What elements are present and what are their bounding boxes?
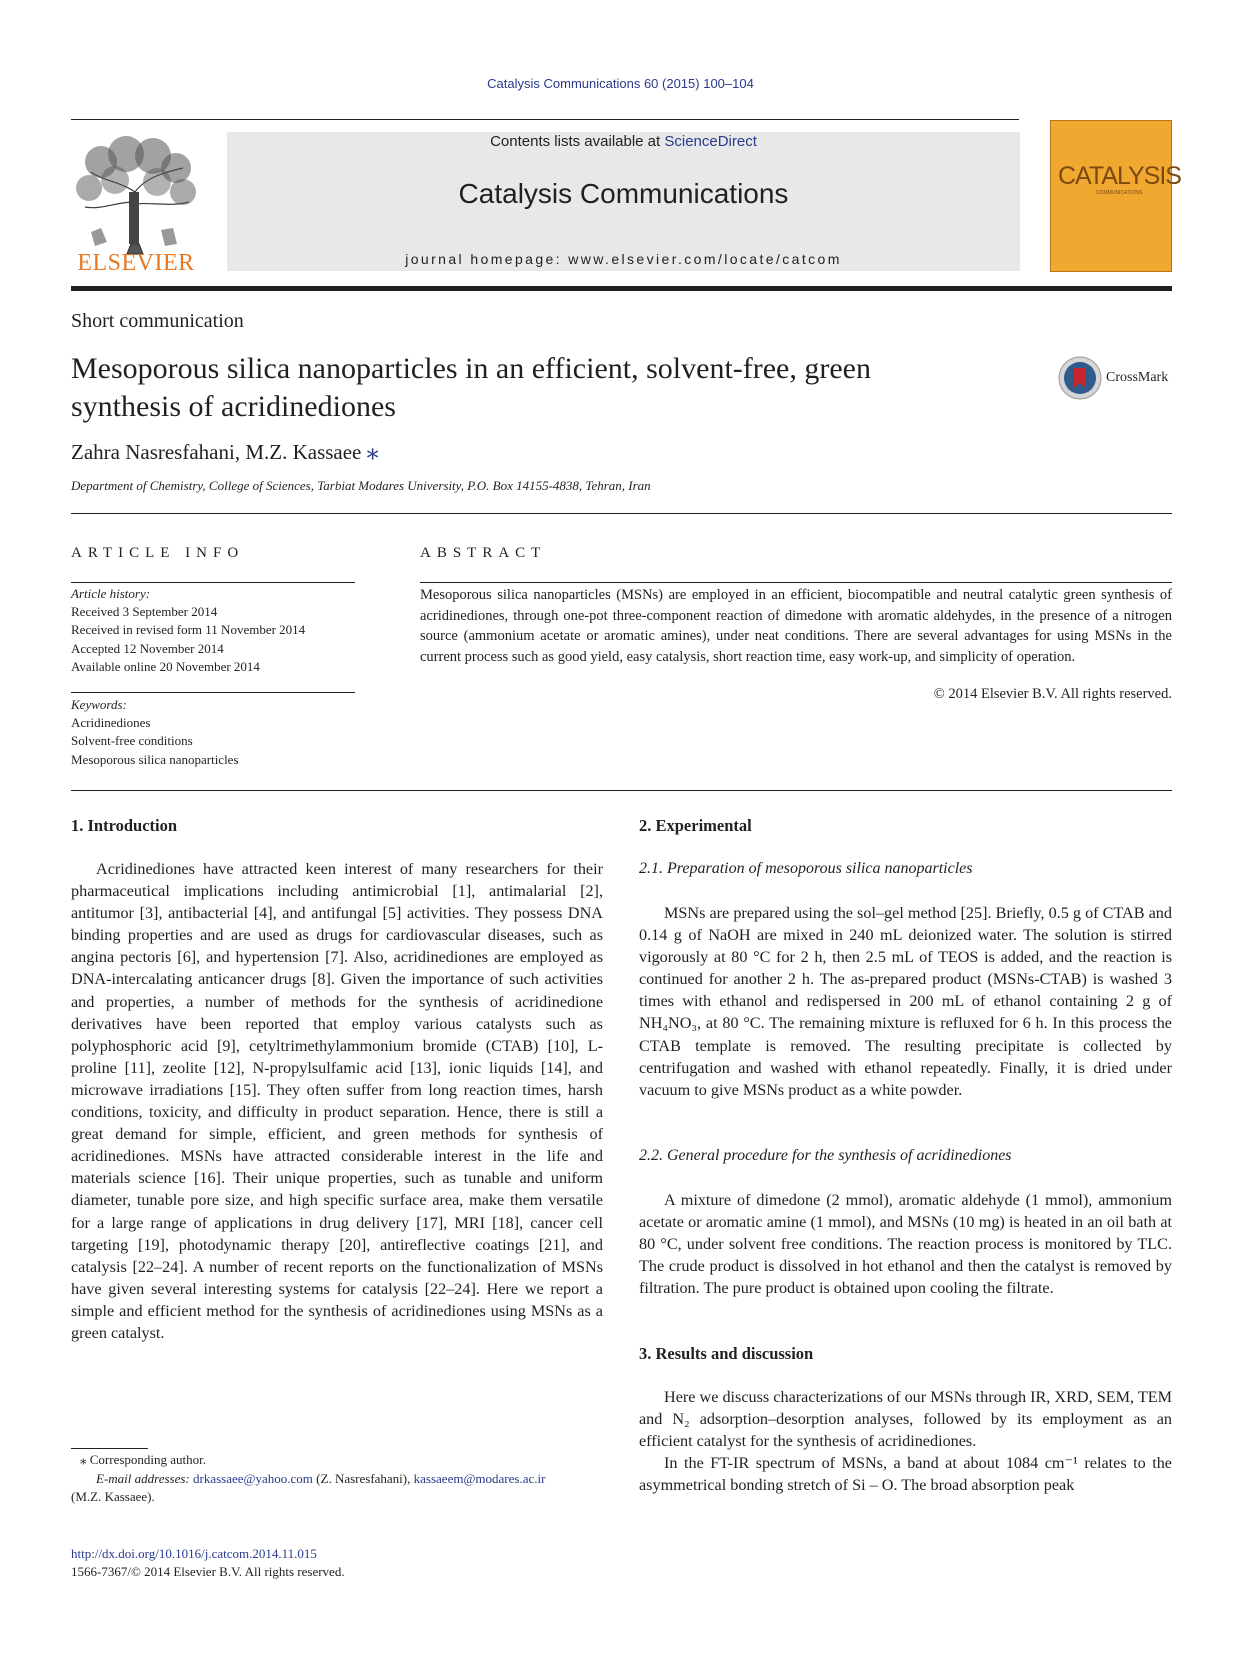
article-title [71, 350, 971, 426]
title-line-2: synthesis of acridinediones [71, 390, 396, 423]
experimental-heading: 2. Experimental [639, 816, 752, 835]
email-owner-1: (Z. Nasresfahani), [316, 1470, 411, 1486]
keywords-rule [71, 692, 355, 693]
abstract-copyright: © 2014 Elsevier B.V. All rights reserved. [933, 686, 1172, 702]
journal-name: Catalysis Communications [458, 178, 789, 209]
email-link-2[interactable]: kassaeem@modares.ac.ir [413, 1470, 546, 1486]
email-line [71, 1470, 611, 1489]
sciencedirect-link[interactable]: ScienceDirect [664, 133, 757, 150]
corresponding-note: ⁎ Corresponding author. [80, 1452, 207, 1467]
affiliation: Department of Chemistry, College of Sciences, Tarbiat Modares University, P.O. Box 14155-4838, Tehran, Iran [71, 478, 651, 493]
results-text-1: Here we discuss characterizations of our MSNs through IR, XRD, SEM, TEM and N₂ adsorption–desorption analyses, followed by its employment as an efficient catalyst for the synthesis of acridinediones. [639, 1388, 1172, 1451]
history-item: Received in revised form 11 November 2014 [71, 622, 306, 638]
body-rule [71, 790, 1172, 791]
email-link-1[interactable]: drkassaee@yahoo.com [193, 1470, 313, 1486]
footer-info [71, 1545, 345, 1580]
journal-cover-image [1050, 120, 1181, 272]
abstract-heading: ABSTRACT [420, 545, 547, 561]
cover-subtitle: COMMUNICATIONS [1096, 190, 1143, 196]
author-names: Zahra Nasresfahani, M.Z. Kassaee [71, 440, 362, 464]
footnote [71, 1451, 611, 1507]
keyword-item: Acridinediones [71, 715, 151, 731]
footnote-rule [71, 1448, 148, 1449]
header-rule [71, 119, 1019, 120]
abstract-text: Mesoporous silica nanoparticles (MSNs) are employed in an efficient, biocompatible and neutral catalytic green synthesis of acridinediones, through one-pot three-component reaction of dimedone with aromatic aldehydes, in the presence of a nitrogen source (ammonium acetate or aromatic amines), under neat conditions. There are several advantages for using MSNs in the current process such as good yield, easy catalysis, short reaction time, easy work-up, and simplicity of operation. [420, 587, 1172, 665]
abstract-rule [420, 582, 1172, 583]
intro-text: Acridinediones have attracted keen interest of many researchers for their pharmaceutical implications including antimicrobial [1], antimalarial [2], antitumor [3], antibacterial [4], and antifungal [5] activities. They possess DNA binding properties and are used as drugs for cardiovascular diseases, such as angina pectoris [6], and hypertension [7]. Also, acridinediones are employed as DNA-intercalating anticancer drugs [8]. Given the importance of such activities and properties, a number of methods for the synthesis of acridinedione derivatives have been reported that employ various catalysts such as polyphosphoric acid [9], cetyltrimethylammonium bromide (CTAB) [10], L-proline [11], zeolite [12], N-propylsulfamic acid [13], ionic liquids [14], and microwave irradiations [15]. They often suffer from long reaction times, harsh conditions, toxicity, and difficulty in product separation. Hence, there is still a great demand for simple, efficient, and green methods for synthesis of acridinediones. MSNs have attracted considerable interest in the life and materials science [16]. Their unique properties, such as tunable and uniform diameter, tunable pore size, and high specific surface area, make them versatile for a large range of applications in drug delivery [17], MRI [18], cancer cell targeting [19], photodynamic therapy [20], antireflective coatings [21], and catalysis [22–24]. A number of recent reports on the functionalization of MSNs have given several interesting systems for catalysis [22–24]. Here we report a simple and efficient method for the synthesis of acridinediones using MSNs as a green catalyst. [71, 860, 603, 1342]
keywords [71, 696, 355, 769]
keyword-item: Mesoporous silica nanoparticles [71, 751, 239, 767]
issn-line: 1566-7367/© 2014 Elsevier B.V. All rights reserved. [71, 1563, 345, 1579]
history-item: Available online 20 November 2014 [71, 658, 260, 674]
crossmark-icon[interactable] [1058, 356, 1102, 400]
cover-title: CATALYSIS [1058, 162, 1181, 190]
subsection-2-2-text: A mixture of dimedone (2 mmol), aromatic aldehyde (1 mmol), ammonium acetate or aromatic amine (1 mmol), and MSNs (10 mg) is heated in an oil bath at 80 °C, under solvent free conditions. The reaction process is monitored by TLC. The crude product is dissolved in hot ethanol and then the catalyst is removed by filtration. The pure product is obtained upon cooling the filtrate. [639, 1191, 1172, 1298]
authors [71, 437, 379, 466]
results-heading: 3. Results and discussion [639, 1344, 814, 1363]
article-info-heading: ARTICLE INFO [71, 545, 245, 561]
article-history [71, 585, 355, 676]
corresponding-author-mark[interactable]: ⁎ [366, 439, 379, 465]
email-owner-2: (M.Z. Kassaee). [71, 1489, 155, 1504]
elsevier-wordmark: ELSEVIER [77, 250, 195, 276]
history-item: Received 3 September 2014 [71, 604, 218, 620]
subsection-2-1-text: MSNs are prepared using the sol–gel method [25]. Briefly, 0.5 g of CTAB and 0.14 g of NaOH are mixed in 240 mL deionized water. The solution is stirred vigorously at 80 °C for 2 h, then 2.5 mL of TEOS is added, and the reaction is continued for another 2 h. The as-prepared product (MSNs-CTAB) is washed 3 times with ethanol and redispersed in 200 mL of ethanol containing 2 g of NH₄NO₃, at 80 °C. The remaining mixture is refluxed for 6 h. In this process the CTAB template is removed. The resulting precipitate is collected by centrifugation and washed with ethanol repeatedly. Finally, it is dried under vacuum to give MSNs product as a white powder. [639, 904, 1172, 1099]
crossmark-label[interactable]: CrossMark [1106, 370, 1169, 385]
history-label: Article history: [71, 586, 151, 601]
title-line-1: Mesoporous silica nanoparticles in an efficient, solvent-free, green [71, 352, 871, 385]
journal-homepage[interactable]: journal homepage: www.elsevier.com/locate/catcom [405, 251, 842, 267]
header-thick-rule [71, 286, 1172, 291]
history-item: Accepted 12 November 2014 [71, 640, 224, 656]
journal-citation[interactable]: Catalysis Communications 60 (2015) 100–104 [487, 76, 754, 91]
article-type: Short communication [71, 310, 244, 332]
contents-prefix: Contents lists available at [490, 133, 665, 150]
subsection-2-1-heading: 2.1. Preparation of mesoporous silica nanoparticles [639, 860, 973, 877]
keyword-item: Solvent-free conditions [71, 733, 193, 749]
intro-heading: 1. Introduction [71, 816, 178, 835]
keywords-label: Keywords: [71, 697, 127, 712]
subsection-2-2-heading: 2.2. General procedure for the synthesis of acridinediones [639, 1147, 1012, 1164]
doi-link[interactable]: http://dx.doi.org/10.1016/j.catcom.2014.11.015 [71, 1546, 317, 1561]
results-text-2: In the FT-IR spectrum of MSNs, a band at about 1084 cm⁻¹ relates to the asymmetrical bonding stretch of Si – O. The broad absorption peak [639, 1454, 1172, 1495]
section-rule [71, 513, 1172, 514]
article-info-rule [71, 582, 355, 583]
email-label: E-mail addresses: [96, 1470, 190, 1486]
contents-line [227, 133, 1020, 150]
